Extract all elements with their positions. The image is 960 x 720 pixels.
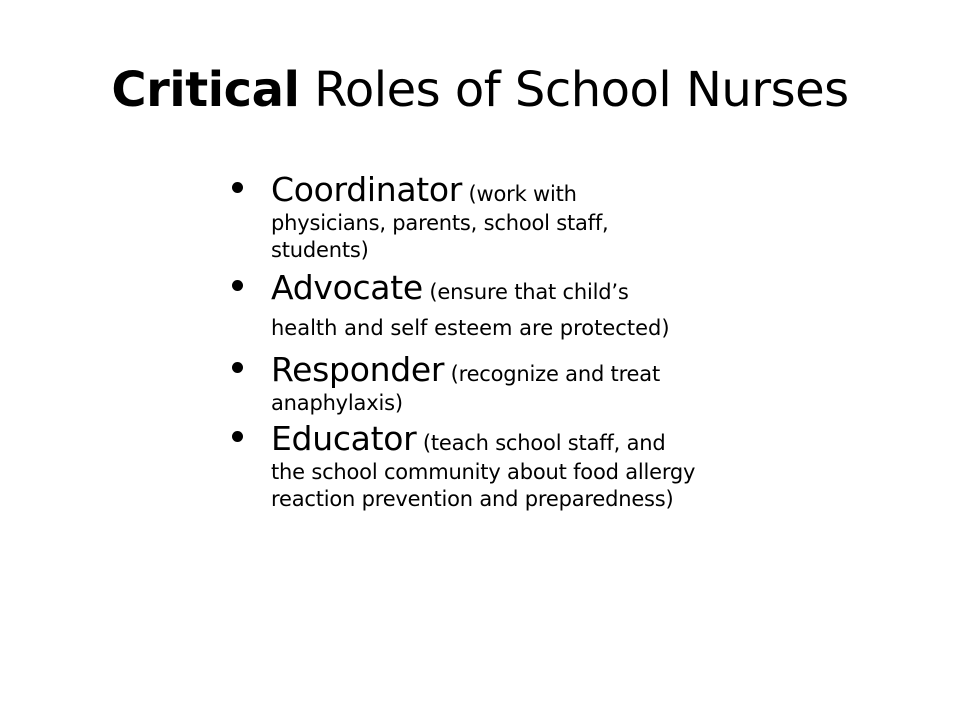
bullet-description: (recognize and treat anaphylaxis) [271,362,660,415]
bullet-item-responder [226,350,696,417]
bullet-icon [232,280,243,291]
bullet-description-line2: health and self esteem are protected) [271,316,670,340]
bullet-icon [232,362,243,373]
bullet-text [271,268,696,344]
bullet-description: (teach school staff, and the school community about food allergy reaction prevention and preparedness) [271,431,696,511]
bullet-list [226,170,696,513]
bullet-text [271,419,696,513]
bullet-text [271,170,696,264]
bullet-description: (ensure that child’s [422,280,629,304]
bullet-icon [232,182,243,193]
bullet-term: Responder [271,350,445,389]
bullet-term: Advocate [271,268,423,307]
bullet-text [271,350,696,417]
bullet-item-educator [226,419,696,513]
slide-title-bold: Critical [111,62,300,118]
slide-title-rest: Roles of School Nurses [299,62,849,118]
bullet-description: (work with physicians, parents, school staff, students) [271,182,609,262]
bullet-term: Educator [271,419,417,458]
bullet-item-advocate [226,268,696,344]
slide-title [0,58,960,122]
bullet-term: Coordinator [271,170,463,209]
bullet-item-coordinator [226,170,696,264]
bullet-icon [232,431,243,442]
